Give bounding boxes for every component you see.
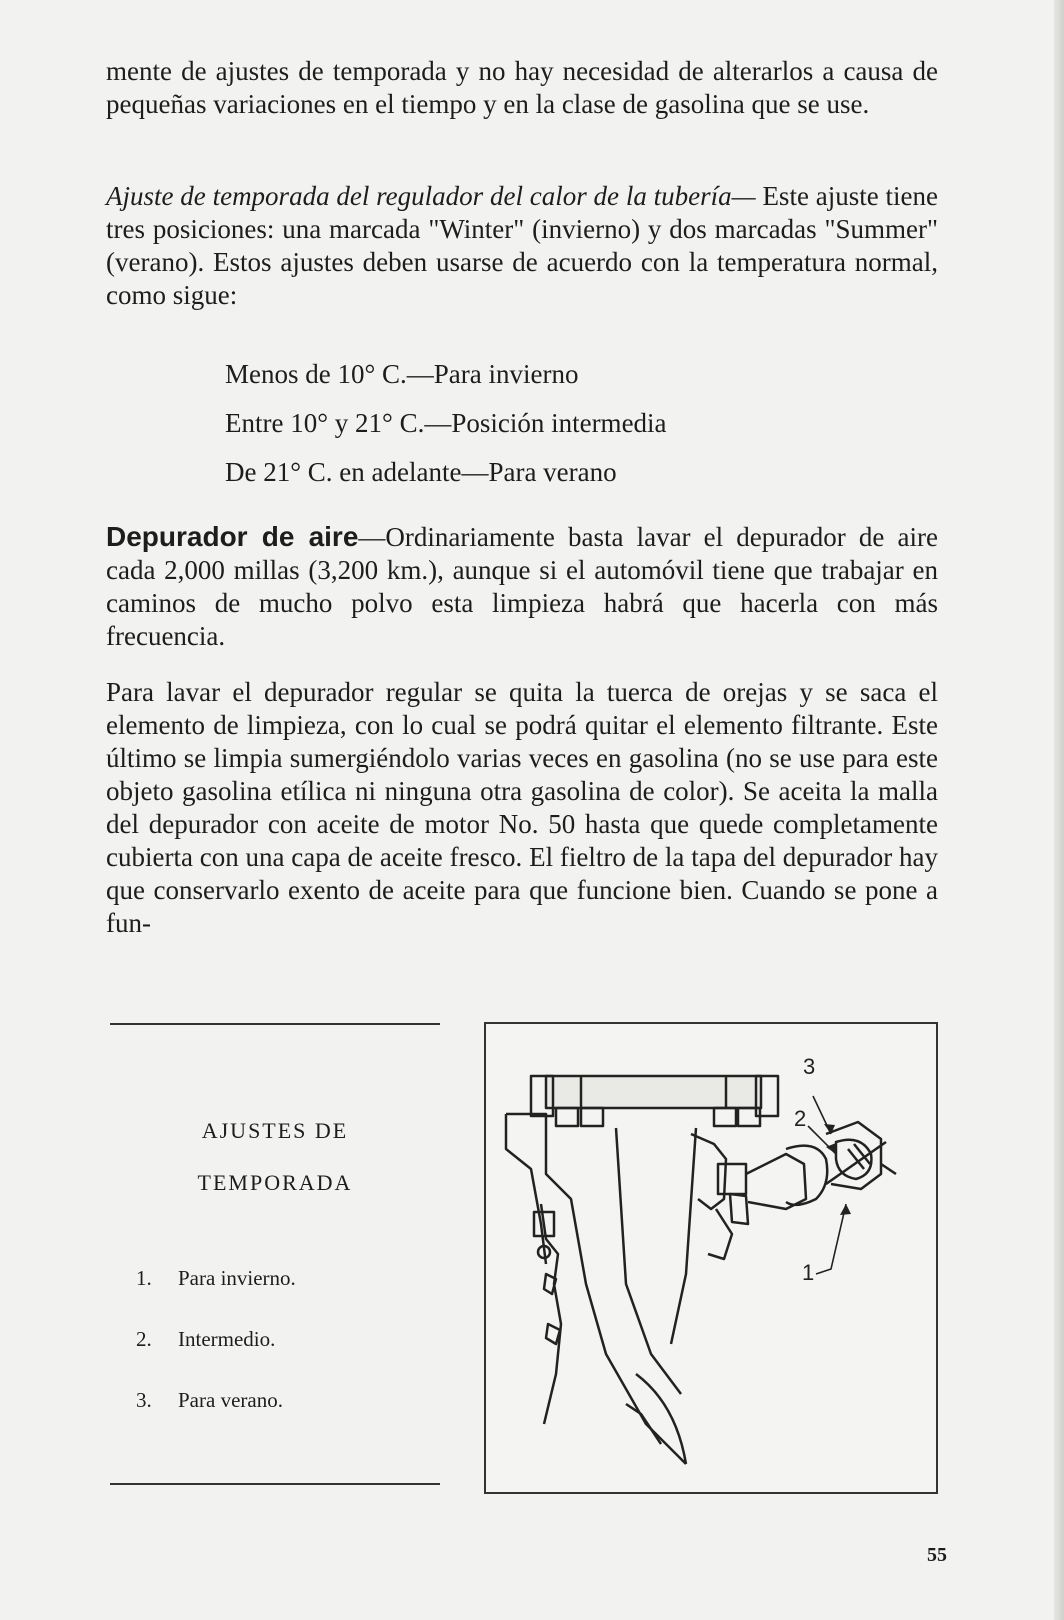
manifold-heat-control-illustration — [484, 1022, 938, 1494]
paragraph-air-cleaner — [106, 520, 938, 653]
page-edge — [1054, 0, 1064, 1620]
callout-2: 2 — [794, 1106, 807, 1131]
caption-rule-bottom — [110, 1483, 440, 1485]
manifold-drawing — [486, 1024, 936, 1492]
setting-summer: De 21° C. en adelante—Para verano — [225, 457, 617, 487]
paragraph-seasonal-adjustment — [106, 180, 938, 312]
legend-item-intermediate: 2. Intermedio. — [136, 1327, 276, 1351]
callout-1: 1 — [802, 1260, 815, 1285]
air-cleaner-heading: Depurador de aire — [106, 521, 359, 552]
caption-title-line2: TEMPORADA — [197, 1170, 353, 1195]
paragraph-cleaning-instructions: Para lavar el depurador regular se quita la tuerca de orejas y se saca el elemento de limpieza, con lo cual se podrá quitar el elemento filtrante. Este último se limpia sumergiéndolo varias veces en gasolina (no se use para este objeto gasolina etílica ni ninguna otra gasolina de color). Se aceita la malla del depurador con aceite de motor No. 50 hasta que quede completamente cubierta con una capa de aceite fresco. El fieltro de la tapa del depurador hay que conservarlo exento de aceite para que funcione bien. Cuando se pone a fun- — [106, 677, 938, 938]
air-cleaner-text: —Ordinariamente basta lavar el depurador de aire cada 2,000 millas (3,200 km.), aunque si el automóvil tiene que trabajar en caminos de mucho polvo esta limpieza habrá que hacerla con más frecuencia. — [106, 522, 938, 651]
legend-item-summer: 3. Para verano. — [136, 1388, 283, 1412]
paragraph-intro: mente de ajustes de temporada y no hay necesidad de alterarlos a causa de pequeñas variaciones en el tiempo y en la clase de gasolina que se use. — [106, 56, 938, 119]
legend-item-winter: 1. Para invierno. — [136, 1266, 296, 1290]
page-number: 55 — [927, 1544, 947, 1566]
seasonal-adjustment-text: Este ajuste tiene tres posiciones: una marcada "Winter" (invierno) y dos marcadas "Summer" (verano). Estos ajustes deben usarse de acuerdo con la temperatura normal, como sigue: — [106, 181, 938, 310]
setting-intermediate: Entre 10° y 21° C.—Posición intermedia — [225, 408, 667, 438]
caption-title-line1: AJUSTES DE — [201, 1118, 349, 1143]
callout-3: 3 — [803, 1054, 816, 1079]
caption-rule-top — [110, 1023, 440, 1025]
temperature-settings-list — [225, 350, 667, 497]
setting-winter: Menos de 10° C.—Para invierno — [225, 359, 579, 389]
seasonal-adjustment-heading: Ajuste de temporada del regulador del calor de la tubería— — [106, 181, 756, 211]
caption-legend — [136, 1248, 296, 1431]
